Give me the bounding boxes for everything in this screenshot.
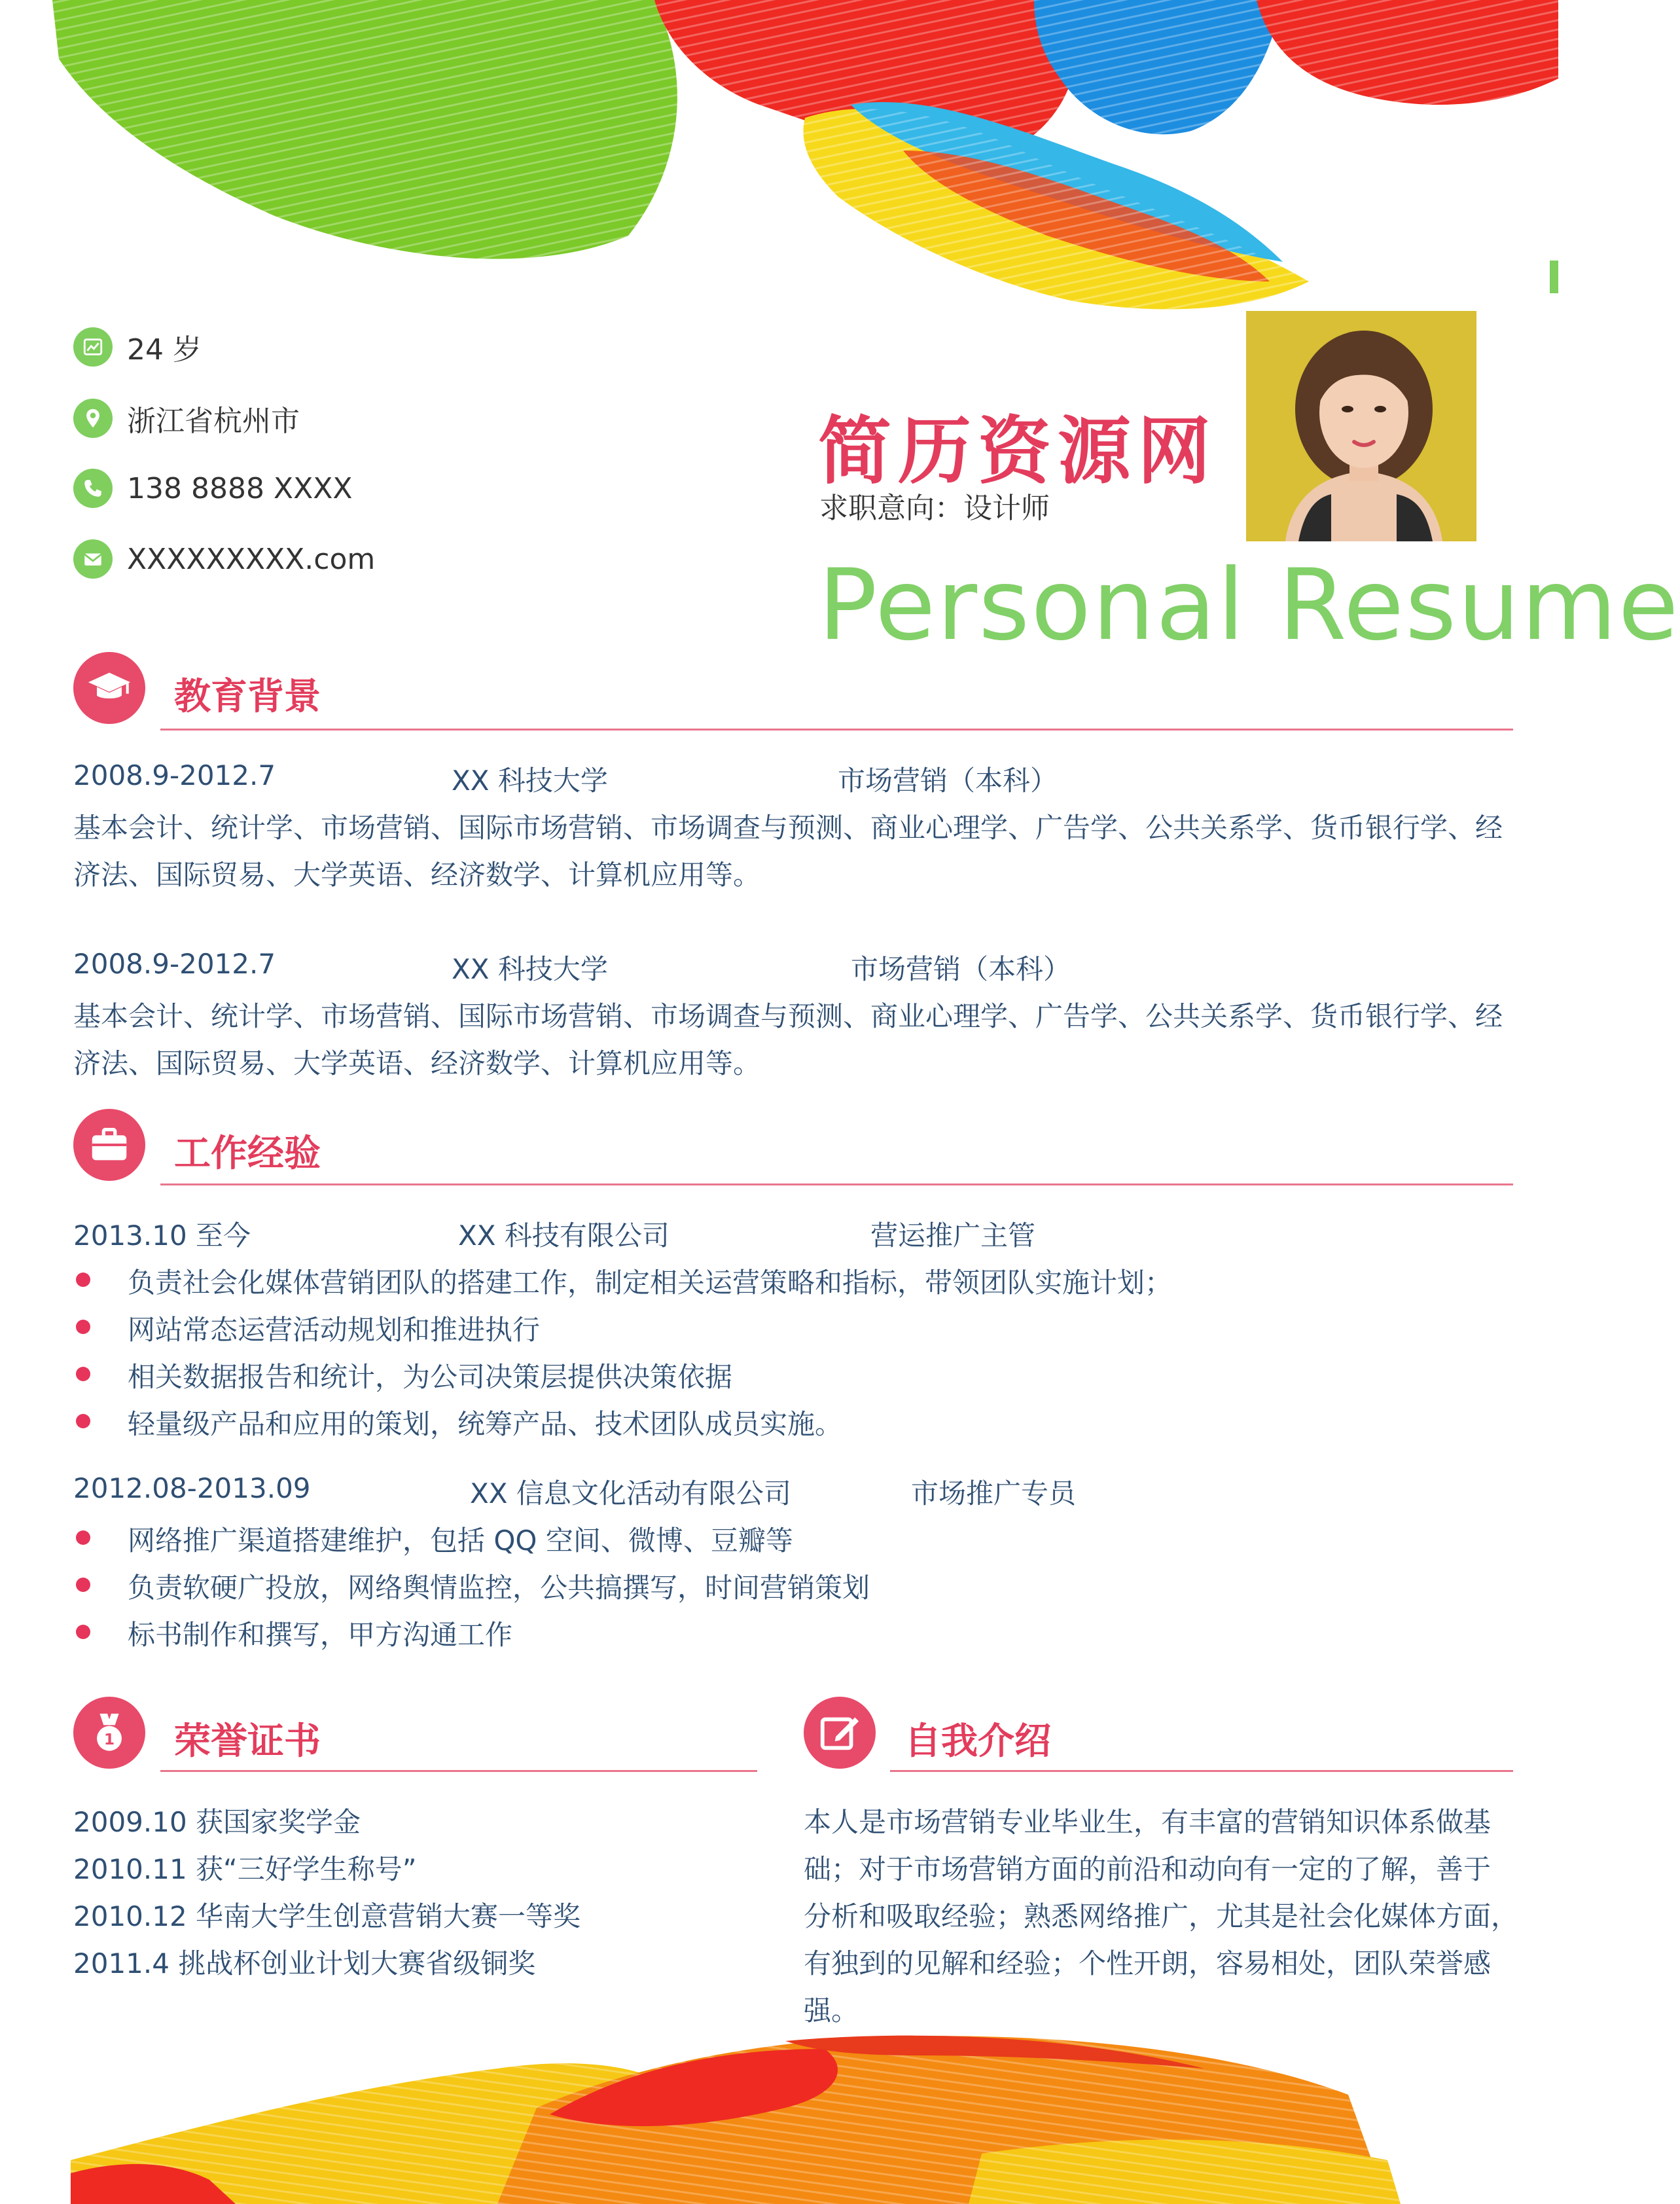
job-intent: 求职意向：设计师: [819, 492, 1050, 525]
intro-line: 强。: [804, 1995, 859, 2027]
honors-divider: [160, 1770, 757, 1772]
graduation-cap-icon: [86, 665, 132, 711]
edit-icon: [817, 1710, 863, 1756]
edu-2-courses-line2: 济法、国际贸易、大学英语、经济数学、计算机应用等。: [73, 1047, 761, 1079]
age-text: 24 岁: [127, 333, 202, 367]
location-text: 浙江省杭州市: [127, 405, 300, 438]
edu-1-school: XX 科技大学: [452, 765, 608, 797]
job-1-position: 营运推广主管: [870, 1219, 1036, 1252]
intro-line: 有独到的见解和经验；个性开朗，容易相处，团队荣誉感: [804, 1947, 1492, 1979]
edu-1-courses-line2: 济法、国际贸易、大学英语、经济数学、计算机应用等。: [73, 859, 761, 891]
bullet-dot: [76, 1578, 90, 1592]
bullet-dot: [76, 1625, 90, 1639]
bullet-dot: [76, 1530, 90, 1545]
intro-line: 础；对于市场营销方面的前沿和动向有一定的了解，善于: [804, 1853, 1492, 1885]
profile-photo: [1246, 311, 1476, 541]
chart-icon: [73, 327, 113, 367]
intro-line: 分析和吸取经验；熟悉网络推广，尤其是社会化媒体方面，: [804, 1900, 1519, 1932]
job-1-duty-1: 负责社会化媒体营销团队的搭建工作，制定相关运营策略和指标，带领团队实施计划；: [128, 1267, 1173, 1299]
edu-2-major: 市场营销（本科）: [851, 953, 1071, 985]
job-2-position: 市场推广专员: [911, 1477, 1077, 1509]
work-title: 工作经验: [174, 1132, 321, 1175]
location-pin-icon: [73, 399, 113, 438]
honor-item: 2010.11 获“三好学生称号”: [73, 1853, 417, 1885]
honor-item: 2009.10 获国家奖学金: [73, 1806, 361, 1838]
job-2-duty-2: 负责软硬广投放，网络舆情监控，公共搞撰写，时间营销策划: [128, 1572, 870, 1604]
job-1-duty-2: 网站常态运营活动规划和推进执行: [128, 1314, 541, 1346]
work-section-icon: [73, 1109, 145, 1181]
email-icon: [73, 539, 113, 579]
job-2-date: 2012.08-2013.09: [73, 1472, 311, 1504]
intro-title: 自我介绍: [904, 1720, 1051, 1763]
edu-2-school: XX 科技大学: [452, 953, 608, 985]
email-text: XXXXXXXXX.com: [127, 542, 376, 576]
job-1-duty-3: 相关数据报告和统计，为公司决策层提供决策依据: [128, 1361, 733, 1393]
edu-1-major: 市场营销（本科）: [838, 765, 1058, 797]
education-title: 教育背景: [174, 676, 321, 718]
job-2-duty-1: 网络推广渠道搭建维护，包括 QQ 空间、微博、豆瓣等: [128, 1525, 793, 1557]
edu-2-courses-line1: 基本会计、统计学、市场营销、国际市场营销、市场调查与预测、商业心理学、广告学、公共关系学、货币银行学、经: [73, 1000, 1503, 1032]
medal-icon: [86, 1710, 132, 1756]
edu-1-courses-line1: 基本会计、统计学、市场营销、国际市场营销、市场调查与预测、商业心理学、广告学、公共关系学、货币银行学、经: [73, 812, 1503, 844]
contact-email: [73, 538, 375, 580]
briefcase-icon: [86, 1122, 132, 1168]
bullet-dot: [76, 1273, 90, 1287]
edu-2-date: 2008.9-2012.7: [73, 948, 276, 980]
contact-age: [73, 326, 202, 368]
job-1-company: XX 科技有限公司: [458, 1219, 670, 1252]
work-divider: [160, 1183, 1513, 1185]
job-2-company: XX 信息文化活动有限公司: [470, 1477, 791, 1509]
bullet-dot: [76, 1320, 90, 1334]
contact-location: [73, 397, 300, 439]
job-2-duty-3: 标书制作和撰写，甲方沟通工作: [128, 1619, 513, 1651]
intro-section-icon: [804, 1697, 876, 1769]
bullet-dot: [76, 1414, 90, 1428]
brand-title: 简历资源网: [818, 408, 1217, 494]
honor-item: 2010.12 华南大学生创意营销大赛一等奖: [73, 1900, 581, 1932]
honors-section-icon: [73, 1697, 145, 1769]
honors-title: 荣誉证书: [174, 1720, 321, 1763]
job-1-date: 2013.10 至今: [73, 1219, 251, 1252]
intro-line: 本人是市场营销专业毕业生，有丰富的营销知识体系做基: [804, 1806, 1492, 1838]
honor-item: 2011.4 挑战杯创业计划大赛省级铜奖: [73, 1947, 536, 1979]
education-section-icon: [73, 652, 145, 724]
intro-divider: [890, 1770, 1513, 1772]
bullet-dot: [76, 1367, 90, 1381]
job-1-duty-4: 轻量级产品和应用的策划，统筹产品、技术团队成员实施。: [128, 1408, 843, 1440]
phone-text: 138 8888 XXXX: [127, 471, 353, 505]
contact-phone: [73, 467, 353, 509]
svg-text:1: 1: [103, 1730, 115, 1749]
edu-1-date: 2008.9-2012.7: [73, 759, 276, 791]
education-divider: [160, 729, 1513, 731]
phone-icon: [73, 469, 113, 508]
resume-title-en: Personal Resume: [818, 549, 1680, 662]
